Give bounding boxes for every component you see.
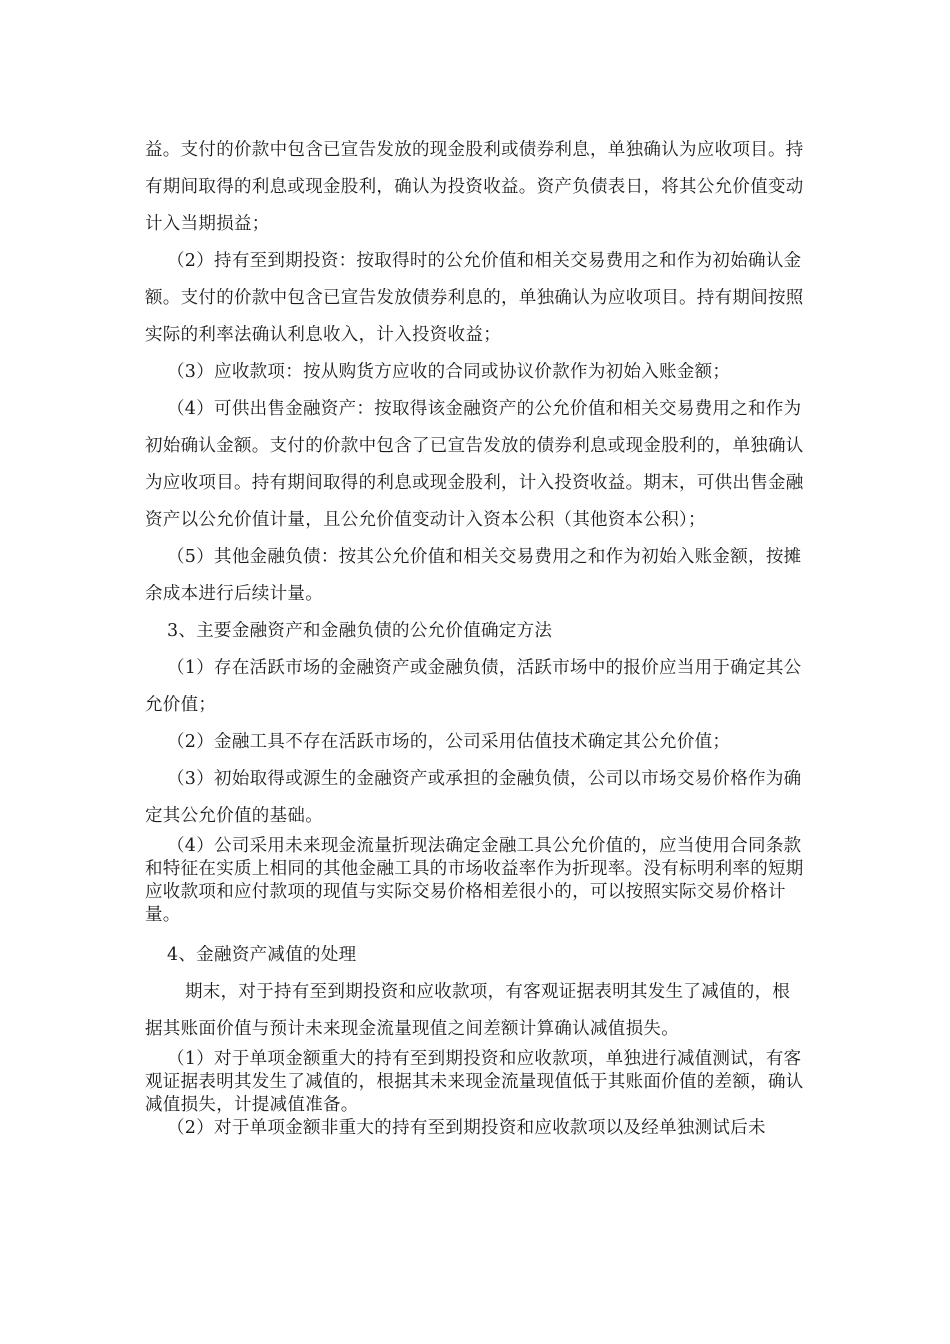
- section-heading-3: 3、主要金融资产和金融负债的公允价值确定方法: [167, 621, 553, 641]
- section-heading-4: 4、金融资产减值的处理: [167, 945, 357, 965]
- paragraph-6: （1）存在活跃市场的金融资产或金融负债，活跃市场中的报价应当用于确定其公允价值；: [145, 658, 802, 715]
- paragraph-9: （4）公司采用未来现金流量折现法确定金融工具公允价值的，应当使用合同条款和特征在实质上相同的其他金融工具的市场收益率作为折现率。没有标明利率的短期应收款项和应付款项的现值与实际交易价格相差很小的，可以按照实际交易价格计量。: [145, 836, 804, 925]
- paragraph-5: （5）其他金融负债：按其公允价值和相关交易费用之和作为初始入账金额，按摊余成本进行后续计量。: [145, 547, 802, 604]
- paragraph-10: 期末，对于持有至到期投资和应收款项，有客观证据表明其发生了减值的，根据其账面价值与预计未来现金流量现值之间差额计算确认减值损失。: [145, 982, 791, 1039]
- paragraph-11: （1）对于单项金额重大的持有至到期投资和应收款项，单独进行减值测试，有客观证据表明其发生了减值的，根据其未来现金流量现值低于其账面价值的差额，确认减值损失，计提减值准备。: [145, 1049, 804, 1115]
- paragraph-2: （2）持有至到期投资：按取得时的公允价值和相关交易费用之和作为初始确认金额。支付的价款中包含已宣告发放债券利息的，单独确认为应收项目。持有期间按照实际的利率法确认利息收入，计入投资收益；: [145, 251, 804, 345]
- spacer: [145, 929, 805, 937]
- paragraph-1: 益。支付的价款中包含已宣告发放的现金股利或债券利息，单独确认为应收项目。持有期间取得的利息或现金股利，确认为投资收益。资产负债表日，将其公允价值变动计入当期损益；: [145, 140, 804, 234]
- paragraph-12: （2）对于单项金额非重大的持有至到期投资和应收款项以及经单独测试后未: [167, 1118, 766, 1138]
- paragraph-8: （3）初始取得或源生的金融资产或承担的金融负债，公司以市场交易价格作为确定其公允价值的基础。: [145, 769, 802, 826]
- paragraph-4: （4）可供出售金融资产：按取得该金融资产的公允价值和相关交易费用之和作为初始确认金额。支付的价款中包含了已宣告发放的债券利息或现金股利的，单独确认为应收项目。持有期间取得的利息或现金股利，计入投资收益。期末，可供出售金融资产以公允价值计量，且公允价值变动计入资本公积（其他资本公积）；: [145, 399, 804, 530]
- paragraph-7: （2）金融工具不存在活跃市场的，公司采用估值技术确定其公允价值；: [167, 732, 731, 752]
- document-body: [145, 132, 805, 1140]
- paragraph-3: （3）应收款项：按从购货方应收的合同或协议价款作为初始入账金额；: [167, 362, 731, 382]
